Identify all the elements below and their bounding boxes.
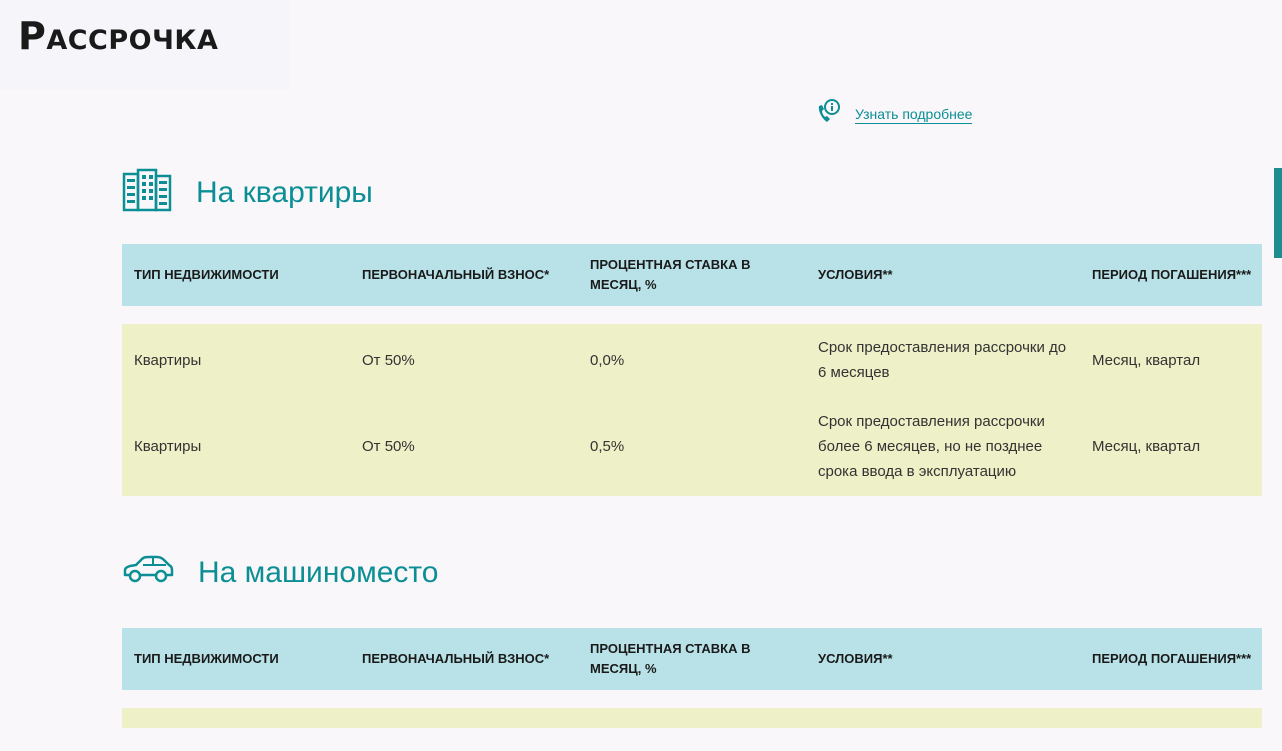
column-header: ПРОЦЕНТНАЯ СТАВКА В МЕСЯЦ, % (590, 641, 751, 676)
table-header (122, 244, 1262, 306)
section-parking-header (122, 555, 438, 590)
car-icon (122, 555, 174, 590)
column-header: ПЕРВОНАЧАЛЬНЫЙ ВЗНОС* (362, 267, 550, 282)
table-cell: 0,0% (590, 351, 625, 369)
more-info-link-group[interactable] (815, 98, 972, 131)
table-cell: Квартиры (134, 437, 202, 455)
table-body (122, 708, 1262, 728)
section-title: На машиноместо (198, 555, 439, 589)
section-apartments-header (122, 168, 373, 217)
more-info-link[interactable]: Узнать подробнее (855, 105, 973, 122)
table-cell: Месяц, квартал (1092, 437, 1201, 455)
table-row (122, 396, 1262, 496)
table-cell: От 50% (362, 351, 415, 369)
column-header: УСЛОВИЯ** (818, 651, 893, 666)
table-cell: Квартиры (134, 351, 202, 369)
table-cell: Срок предоставления рассрочки более 6 месяцев, но не позднее срока ввода в эксплуатацию (818, 412, 1045, 480)
table-cell: Месяц, квартал (1092, 351, 1201, 369)
page-title: Рассрочка (18, 14, 219, 58)
title-box (0, 0, 290, 90)
table-cell: 0,5% (590, 437, 625, 455)
phone-info-icon (815, 98, 841, 131)
column-header: ПЕРИОД ПОГАШЕНИЯ*** (1092, 267, 1252, 282)
scroll-indicator[interactable] (1274, 168, 1282, 258)
table-body (122, 324, 1262, 496)
building-icon (122, 168, 172, 217)
column-header: ПЕРИОД ПОГАШЕНИЯ*** (1092, 651, 1252, 666)
column-header: ПРОЦЕНТНАЯ СТАВКА В МЕСЯЦ, % (590, 257, 751, 292)
table-cell: Срок предоставления рассрочки до 6 месяцев (818, 339, 1067, 381)
section-title: На квартиры (196, 175, 373, 209)
table-cell: От 50% (362, 437, 415, 455)
table-row (122, 324, 1262, 396)
table-header (122, 628, 1262, 690)
column-header: ПЕРВОНАЧАЛЬНЫЙ ВЗНОС* (362, 651, 550, 666)
column-header: УСЛОВИЯ** (818, 267, 893, 282)
column-header: ТИП НЕДВИЖИМОСТИ (134, 651, 279, 666)
column-header: ТИП НЕДВИЖИМОСТИ (134, 267, 279, 282)
